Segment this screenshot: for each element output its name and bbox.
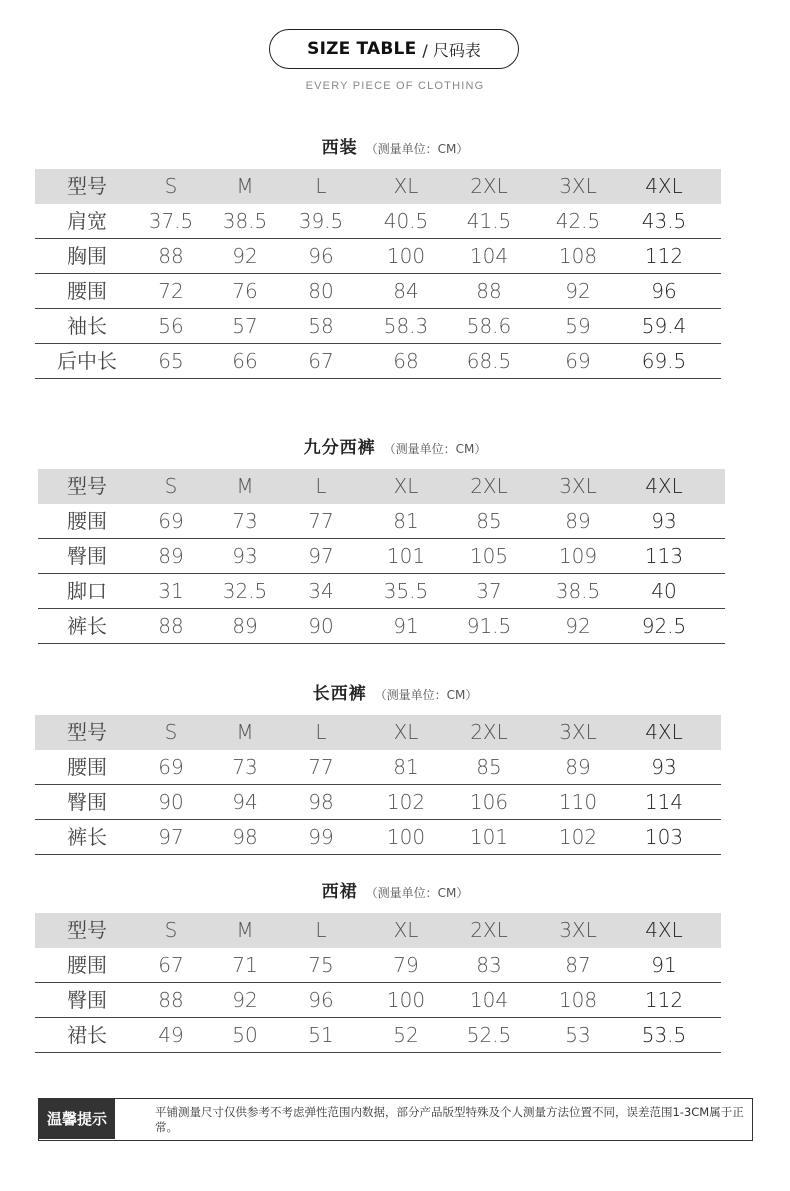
column-header: 型号 [67, 474, 107, 498]
column-header: S [164, 720, 178, 744]
table-cell: 38.5 [222, 209, 268, 233]
column-header: 型号 [67, 720, 107, 744]
tips-label: 温馨提示 [39, 1099, 115, 1139]
table-title-text: 九分西裤 [303, 438, 376, 458]
table-cell: 104 [469, 244, 509, 268]
row-label: 裤长 [67, 614, 107, 638]
table-cell: 94 [232, 790, 258, 814]
table-header-row [35, 913, 721, 948]
row-label: 腰围 [67, 509, 107, 533]
table-cell: 96 [308, 244, 334, 268]
table-cell: 58.6 [466, 314, 512, 338]
table-row [35, 274, 721, 309]
table-cell: 101 [469, 825, 509, 849]
table-cell: 52 [393, 1023, 419, 1047]
column-header: 4XL [645, 474, 683, 498]
table-cell: 56 [158, 314, 184, 338]
row-label: 腰围 [67, 279, 107, 303]
table-cell: 52.5 [466, 1023, 512, 1047]
column-header: 4XL [645, 174, 683, 198]
column-header: 3XL [559, 474, 597, 498]
table-cell: 73 [232, 755, 258, 779]
size-table-long-trousers [35, 715, 721, 855]
column-header: S [164, 474, 178, 498]
table-cell: 108 [558, 988, 598, 1012]
table-cell: 53.5 [641, 1023, 687, 1047]
table-row [35, 309, 721, 344]
table-title-cropped-trousers [0, 433, 790, 457]
table-cell: 73 [232, 509, 258, 533]
table-header-row [35, 715, 721, 750]
table-cell: 92 [565, 614, 591, 638]
table-cell: 77 [308, 755, 334, 779]
table-cell: 37 [476, 579, 502, 603]
table-cell: 72 [158, 279, 184, 303]
header-title-en: SIZE TABLE [307, 39, 417, 59]
table-cell: 37.5 [148, 209, 194, 233]
column-header: L [315, 918, 327, 942]
row-label: 胸围 [67, 244, 107, 268]
column-header: L [315, 720, 327, 744]
table-cell: 69 [158, 755, 184, 779]
table-cell: 83 [476, 953, 502, 977]
table-cell: 98 [232, 825, 258, 849]
table-title-skirt [0, 877, 790, 901]
table-cell: 69 [158, 509, 184, 533]
column-header: 3XL [559, 918, 597, 942]
table-cell: 91.5 [466, 614, 512, 638]
table-cell: 31 [158, 579, 184, 603]
table-cell: 97 [158, 825, 184, 849]
column-header: S [164, 174, 178, 198]
header-title-zh: / 尺码表 [422, 40, 481, 60]
column-header: 2XL [470, 720, 508, 744]
column-header: 3XL [559, 174, 597, 198]
column-header: XL [393, 474, 419, 498]
size-table-cropped-trousers [38, 469, 725, 644]
table-cell: 76 [232, 279, 258, 303]
column-header: 2XL [470, 918, 508, 942]
column-header: XL [393, 720, 419, 744]
column-header: S [164, 918, 178, 942]
row-label: 肩宽 [67, 209, 107, 233]
table-cell: 91 [393, 614, 419, 638]
table-cell: 89 [232, 614, 258, 638]
table-cell: 85 [476, 509, 502, 533]
table-cell: 32.5 [222, 579, 268, 603]
table-cell: 71 [232, 953, 258, 977]
table-cell: 108 [558, 244, 598, 268]
table-title-long-trousers [0, 679, 790, 703]
table-unit-text: （测量单位：CM） [374, 688, 478, 702]
table-cell: 97 [308, 544, 334, 568]
table-cell: 67 [158, 953, 184, 977]
column-header: L [315, 474, 327, 498]
table-cell: 112 [644, 244, 684, 268]
column-header: M [236, 474, 254, 498]
table-cell: 89 [158, 544, 184, 568]
table-cell: 35.5 [383, 579, 429, 603]
table-cell: 49 [158, 1023, 184, 1047]
table-cell: 92 [232, 988, 258, 1012]
table-title-suit [0, 133, 790, 157]
table-cell: 110 [558, 790, 598, 814]
table-cell: 105 [469, 544, 509, 568]
column-header: 2XL [470, 474, 508, 498]
table-unit-text: （测量单位：CM） [365, 142, 469, 156]
table-row [35, 820, 721, 855]
row-label: 腰围 [67, 953, 107, 977]
table-cell: 65 [158, 349, 184, 373]
row-label: 腰围 [67, 755, 107, 779]
size-table-header [269, 29, 519, 69]
table-cell: 59.4 [641, 314, 687, 338]
column-header: 3XL [559, 720, 597, 744]
column-header: XL [393, 918, 419, 942]
table-cell: 100 [386, 244, 426, 268]
table-row [35, 239, 721, 274]
table-cell: 90 [308, 614, 334, 638]
table-cell: 84 [393, 279, 419, 303]
table-cell: 102 [386, 790, 426, 814]
tips-box [38, 1098, 753, 1141]
table-cell: 53 [565, 1023, 591, 1047]
table-cell: 96 [651, 279, 677, 303]
table-cell: 92 [232, 244, 258, 268]
table-unit-text: （测量单位：CM） [365, 886, 469, 900]
table-cell: 66 [232, 349, 258, 373]
size-table-skirt [35, 913, 721, 1053]
table-cell: 68.5 [466, 349, 512, 373]
column-header: 2XL [470, 174, 508, 198]
table-cell: 69.5 [641, 349, 687, 373]
table-row [35, 750, 721, 785]
table-cell: 40 [651, 579, 677, 603]
table-cell: 40.5 [383, 209, 429, 233]
table-cell: 38.5 [555, 579, 601, 603]
table-row [35, 785, 721, 820]
column-header: XL [393, 174, 419, 198]
table-cell: 58 [308, 314, 334, 338]
column-header: M [236, 720, 254, 744]
table-cell: 93 [232, 544, 258, 568]
row-label: 臀围 [67, 790, 107, 814]
table-row [35, 204, 721, 239]
row-label: 裤长 [67, 825, 107, 849]
table-cell: 39.5 [298, 209, 344, 233]
table-cell: 68 [393, 349, 419, 373]
row-label: 脚口 [67, 579, 107, 603]
column-header: M [236, 174, 254, 198]
table-cell: 59 [565, 314, 591, 338]
table-cell: 93 [651, 755, 677, 779]
column-header: 4XL [645, 720, 683, 744]
size-table-suit [35, 169, 721, 379]
table-cell: 100 [386, 988, 426, 1012]
table-cell: 88 [158, 988, 184, 1012]
table-cell: 42.5 [555, 209, 601, 233]
table-row [35, 1018, 721, 1053]
table-cell: 92 [565, 279, 591, 303]
table-cell: 103 [644, 825, 684, 849]
table-cell: 89 [565, 755, 591, 779]
row-label: 袖长 [67, 314, 107, 338]
table-row [35, 948, 721, 983]
table-cell: 81 [393, 509, 419, 533]
header-subtitle: EVERY PIECE OF CLOTHING [305, 80, 485, 92]
table-cell: 101 [386, 544, 426, 568]
table-row [35, 983, 721, 1018]
table-cell: 75 [308, 953, 334, 977]
column-header: 型号 [67, 174, 107, 198]
table-cell: 91 [651, 953, 677, 977]
table-title-text: 西装 [321, 138, 358, 158]
tips-text: 平铺测量尺寸仅供参考不考虑弹性范围内数据，部分产品版型特殊及个人测量方法位置不同，误差范围1-3CM属于正常。 [155, 1105, 744, 1134]
table-cell: 90 [158, 790, 184, 814]
table-title-text: 西裙 [321, 882, 358, 902]
table-cell: 43.5 [641, 209, 687, 233]
table-cell: 114 [644, 790, 684, 814]
table-cell: 87 [565, 953, 591, 977]
table-cell: 57 [232, 314, 258, 338]
table-cell: 98 [308, 790, 334, 814]
table-cell: 50 [232, 1023, 258, 1047]
row-label: 臀围 [67, 544, 107, 568]
table-cell: 99 [308, 825, 334, 849]
table-cell: 80 [308, 279, 334, 303]
table-cell: 113 [644, 544, 684, 568]
table-cell: 106 [469, 790, 509, 814]
table-row [35, 344, 721, 379]
table-header-row [38, 469, 725, 504]
table-cell: 89 [565, 509, 591, 533]
table-row [38, 609, 725, 644]
table-title-text: 长西裤 [312, 684, 367, 704]
table-cell: 109 [558, 544, 598, 568]
table-cell: 92.5 [641, 614, 687, 638]
table-cell: 58.3 [383, 314, 429, 338]
table-cell: 112 [644, 988, 684, 1012]
table-cell: 88 [476, 279, 502, 303]
row-label: 裙长 [67, 1023, 107, 1047]
row-label: 臀围 [67, 988, 107, 1012]
column-header: L [315, 174, 327, 198]
column-header: 4XL [645, 918, 683, 942]
table-cell: 100 [386, 825, 426, 849]
table-unit-text: （测量单位：CM） [383, 442, 487, 456]
table-cell: 51 [308, 1023, 334, 1047]
table-cell: 77 [308, 509, 334, 533]
table-cell: 67 [308, 349, 334, 373]
table-cell: 34 [308, 579, 334, 603]
table-cell: 104 [469, 988, 509, 1012]
column-header: 型号 [67, 918, 107, 942]
table-row [38, 504, 725, 539]
table-cell: 96 [308, 988, 334, 1012]
column-header: M [236, 918, 254, 942]
table-cell: 69 [565, 349, 591, 373]
table-cell: 79 [393, 953, 419, 977]
table-row [38, 539, 725, 574]
table-header-row [35, 169, 721, 204]
table-cell: 88 [158, 244, 184, 268]
table-cell: 88 [158, 614, 184, 638]
row-label: 后中长 [57, 349, 117, 373]
table-cell: 81 [393, 755, 419, 779]
table-cell: 93 [651, 509, 677, 533]
table-row [38, 574, 725, 609]
table-cell: 41.5 [466, 209, 512, 233]
table-cell: 102 [558, 825, 598, 849]
table-cell: 85 [476, 755, 502, 779]
